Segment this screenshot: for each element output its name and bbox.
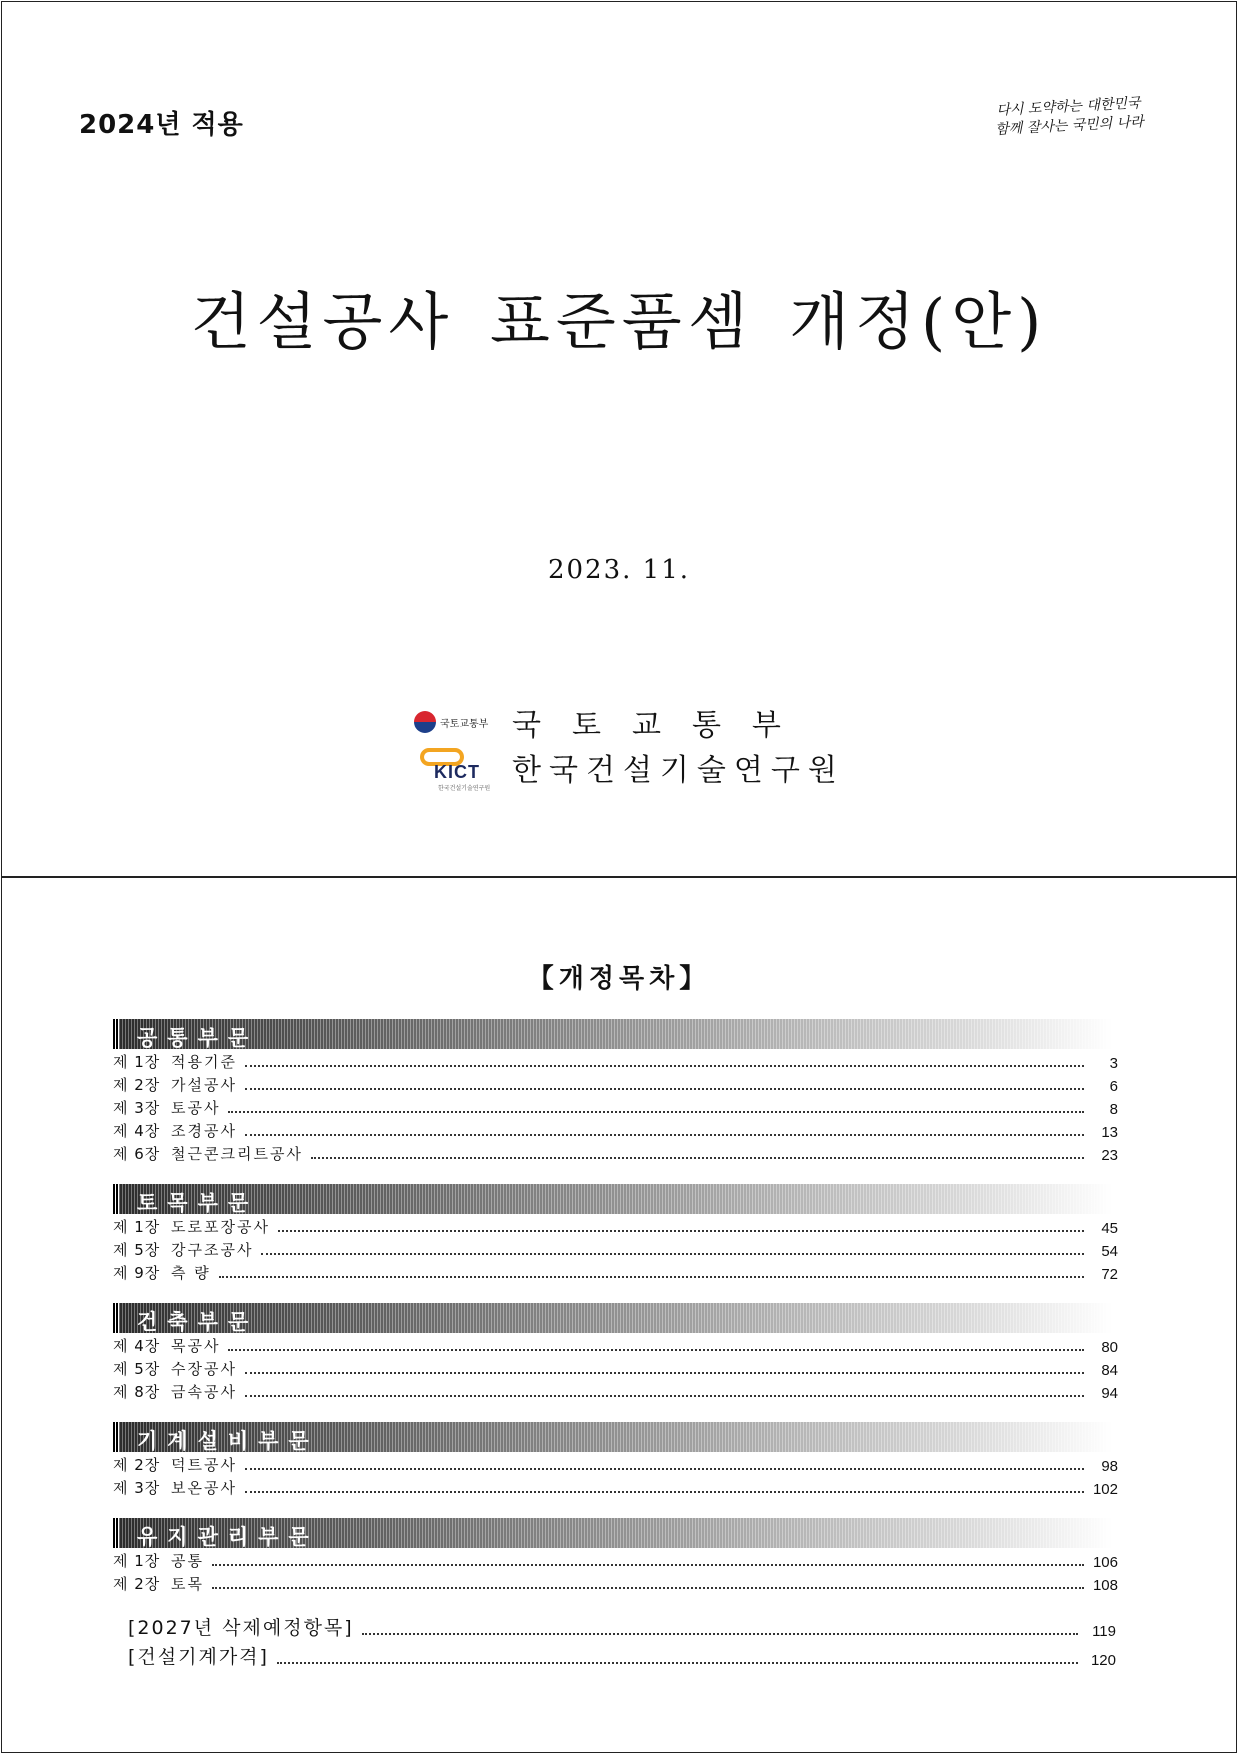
toc-title: 【개정목차】: [527, 964, 711, 994]
kict-logo: [414, 748, 504, 792]
dot-leader: [245, 1065, 1084, 1067]
chapter-number: 제 6장: [113, 1145, 161, 1163]
dot-leader: [278, 1230, 1084, 1232]
page-number: 6: [1109, 1078, 1118, 1095]
chapter-name: 보온공사: [171, 1479, 237, 1497]
dot-leader: [212, 1587, 1084, 1589]
chapter-number: 제 3장: [113, 1099, 161, 1117]
toc-entry[interactable]: [113, 1095, 1118, 1118]
kict-logo-subtext: 한국건설기술연구원: [438, 785, 491, 792]
toc-entry[interactable]: [113, 1214, 1118, 1237]
chapter-name: 적용기준: [171, 1053, 237, 1071]
toc-entry[interactable]: [113, 1548, 1118, 1571]
page-number: 45: [1101, 1220, 1118, 1237]
section-label: 건축부문: [137, 1310, 259, 1334]
section-header: [113, 1518, 1113, 1548]
chapter-name: 공통: [171, 1552, 204, 1570]
dot-leader: [228, 1111, 1084, 1113]
dot-leader: [245, 1372, 1084, 1374]
toc-entry[interactable]: [113, 1118, 1118, 1141]
section-header: [113, 1303, 1113, 1333]
molit-name: 국토교통부: [512, 708, 812, 743]
toc-entry[interactable]: [113, 1452, 1118, 1475]
toc-entry[interactable]: [113, 1356, 1118, 1379]
toc-section-common: [113, 1019, 1118, 1164]
taegeuk-emblem-icon: [414, 711, 436, 733]
chapter-name: 목공사: [171, 1337, 221, 1355]
chapter-name: 도로포장공사: [171, 1218, 270, 1236]
dot-leader: [228, 1349, 1084, 1351]
chapter-name: 토목: [171, 1575, 204, 1593]
dot-leader: [245, 1088, 1084, 1090]
page-number: 8: [1109, 1101, 1118, 1118]
kict-row: [414, 747, 845, 792]
page-number: 80: [1101, 1339, 1118, 1356]
chapter-number: 제 2장: [113, 1076, 161, 1094]
chapter-name: 조경공사: [171, 1122, 237, 1140]
toc-entry[interactable]: [113, 1571, 1118, 1594]
toc-extra-entry[interactable]: [126, 1641, 1116, 1669]
dot-leader: [245, 1134, 1084, 1136]
toc-section-architecture: [113, 1303, 1118, 1402]
section-header: [113, 1422, 1113, 1452]
chapter-name: 가설공사: [171, 1076, 237, 1094]
chapter-name: 금속공사: [171, 1383, 237, 1401]
chapter-number: 제 8장: [113, 1383, 161, 1401]
chapter-name: 측 량: [171, 1264, 211, 1282]
toc-section-maintenance: [113, 1518, 1118, 1594]
dot-leader: [245, 1468, 1084, 1470]
publication-date: 2023. 11.: [547, 555, 691, 585]
toc-page: [1, 877, 1237, 1753]
slogan-line-1: 다시 도약하는 대한민국: [996, 95, 1141, 119]
page-number: 84: [1101, 1362, 1118, 1379]
toc-entry[interactable]: [113, 1333, 1118, 1356]
molit-logo-text: 국토교통부: [440, 718, 489, 730]
chapter-number: 제 4장: [113, 1337, 161, 1355]
chapter-number: 제 5장: [113, 1241, 161, 1259]
toc-section-mechanical: [113, 1422, 1118, 1498]
cover-page: [1, 1, 1237, 877]
dot-leader: [261, 1253, 1084, 1255]
kict-logo-text: KICT: [434, 762, 480, 782]
chapter-name: 철근콘크리트공사: [171, 1145, 303, 1163]
dot-leader: [277, 1662, 1078, 1664]
page-number: 54: [1101, 1243, 1118, 1260]
dot-leader: [245, 1491, 1084, 1493]
section-label: 토목부문: [137, 1191, 259, 1215]
chapter-number: 제 1장: [113, 1218, 161, 1236]
section-label: 유지관리부문: [137, 1525, 319, 1549]
page-number: 102: [1092, 1481, 1118, 1498]
chapter-number: 제 1장: [113, 1552, 161, 1570]
chapter-number: 제 2장: [113, 1575, 161, 1593]
toc-entry[interactable]: [113, 1072, 1118, 1095]
toc-entry[interactable]: [113, 1475, 1118, 1498]
chapter-number: 제 9장: [113, 1264, 161, 1282]
chapter-number: 제 3장: [113, 1479, 161, 1497]
application-year-label: 2024년 적용: [79, 110, 244, 140]
page-number: 120: [1090, 1652, 1116, 1669]
page-number: 13: [1101, 1124, 1118, 1141]
page-number: 94: [1101, 1385, 1118, 1402]
page-number: 106: [1092, 1554, 1118, 1571]
page-number: 119: [1092, 1623, 1116, 1640]
kict-name: 한국건설기술연구원: [512, 753, 845, 788]
extra-entry-name: [건설기계가격]: [128, 1646, 269, 1668]
page-number: 108: [1092, 1577, 1118, 1594]
chapter-name: 수장공사: [171, 1360, 237, 1378]
toc-entry[interactable]: [113, 1260, 1118, 1283]
toc-entry[interactable]: [113, 1049, 1118, 1072]
extra-entry-name: [2027년 삭제예정항목]: [128, 1617, 354, 1639]
chapter-number: 제 4장: [113, 1122, 161, 1140]
chapter-name: 토공사: [171, 1099, 221, 1117]
section-header: [113, 1019, 1113, 1049]
page-number: 72: [1101, 1266, 1118, 1283]
chapter-number: 제 1장: [113, 1053, 161, 1071]
toc-entry[interactable]: [113, 1237, 1118, 1260]
section-label: 공통부문: [137, 1026, 259, 1050]
toc-extra-entry[interactable]: [126, 1612, 1116, 1640]
toc-entry[interactable]: [113, 1379, 1118, 1402]
page-number: 3: [1109, 1055, 1118, 1072]
slogan-line-2: 함께 잘사는 국민의 나라: [994, 114, 1145, 138]
dot-leader: [219, 1276, 1084, 1278]
page-number: 23: [1101, 1147, 1118, 1164]
chapter-name: 덕트공사: [171, 1456, 237, 1474]
toc-entry[interactable]: [113, 1141, 1118, 1164]
government-slogan: [983, 94, 1155, 141]
section-label: 기계설비부문: [137, 1429, 319, 1453]
toc-section-civil: [113, 1184, 1118, 1283]
molit-row: [414, 702, 812, 742]
molit-logo: [414, 711, 504, 733]
chapter-name: 강구조공사: [171, 1241, 254, 1259]
chapter-number: 제 2장: [113, 1456, 161, 1474]
dot-leader: [362, 1633, 1078, 1635]
dot-leader: [245, 1395, 1084, 1397]
chapter-number: 제 5장: [113, 1360, 161, 1378]
section-header: [113, 1184, 1113, 1214]
dot-leader: [311, 1157, 1084, 1159]
dot-leader: [212, 1564, 1084, 1566]
document-title: 건설공사 표준품셈 개정(안): [190, 285, 1048, 358]
page-number: 98: [1101, 1458, 1118, 1475]
